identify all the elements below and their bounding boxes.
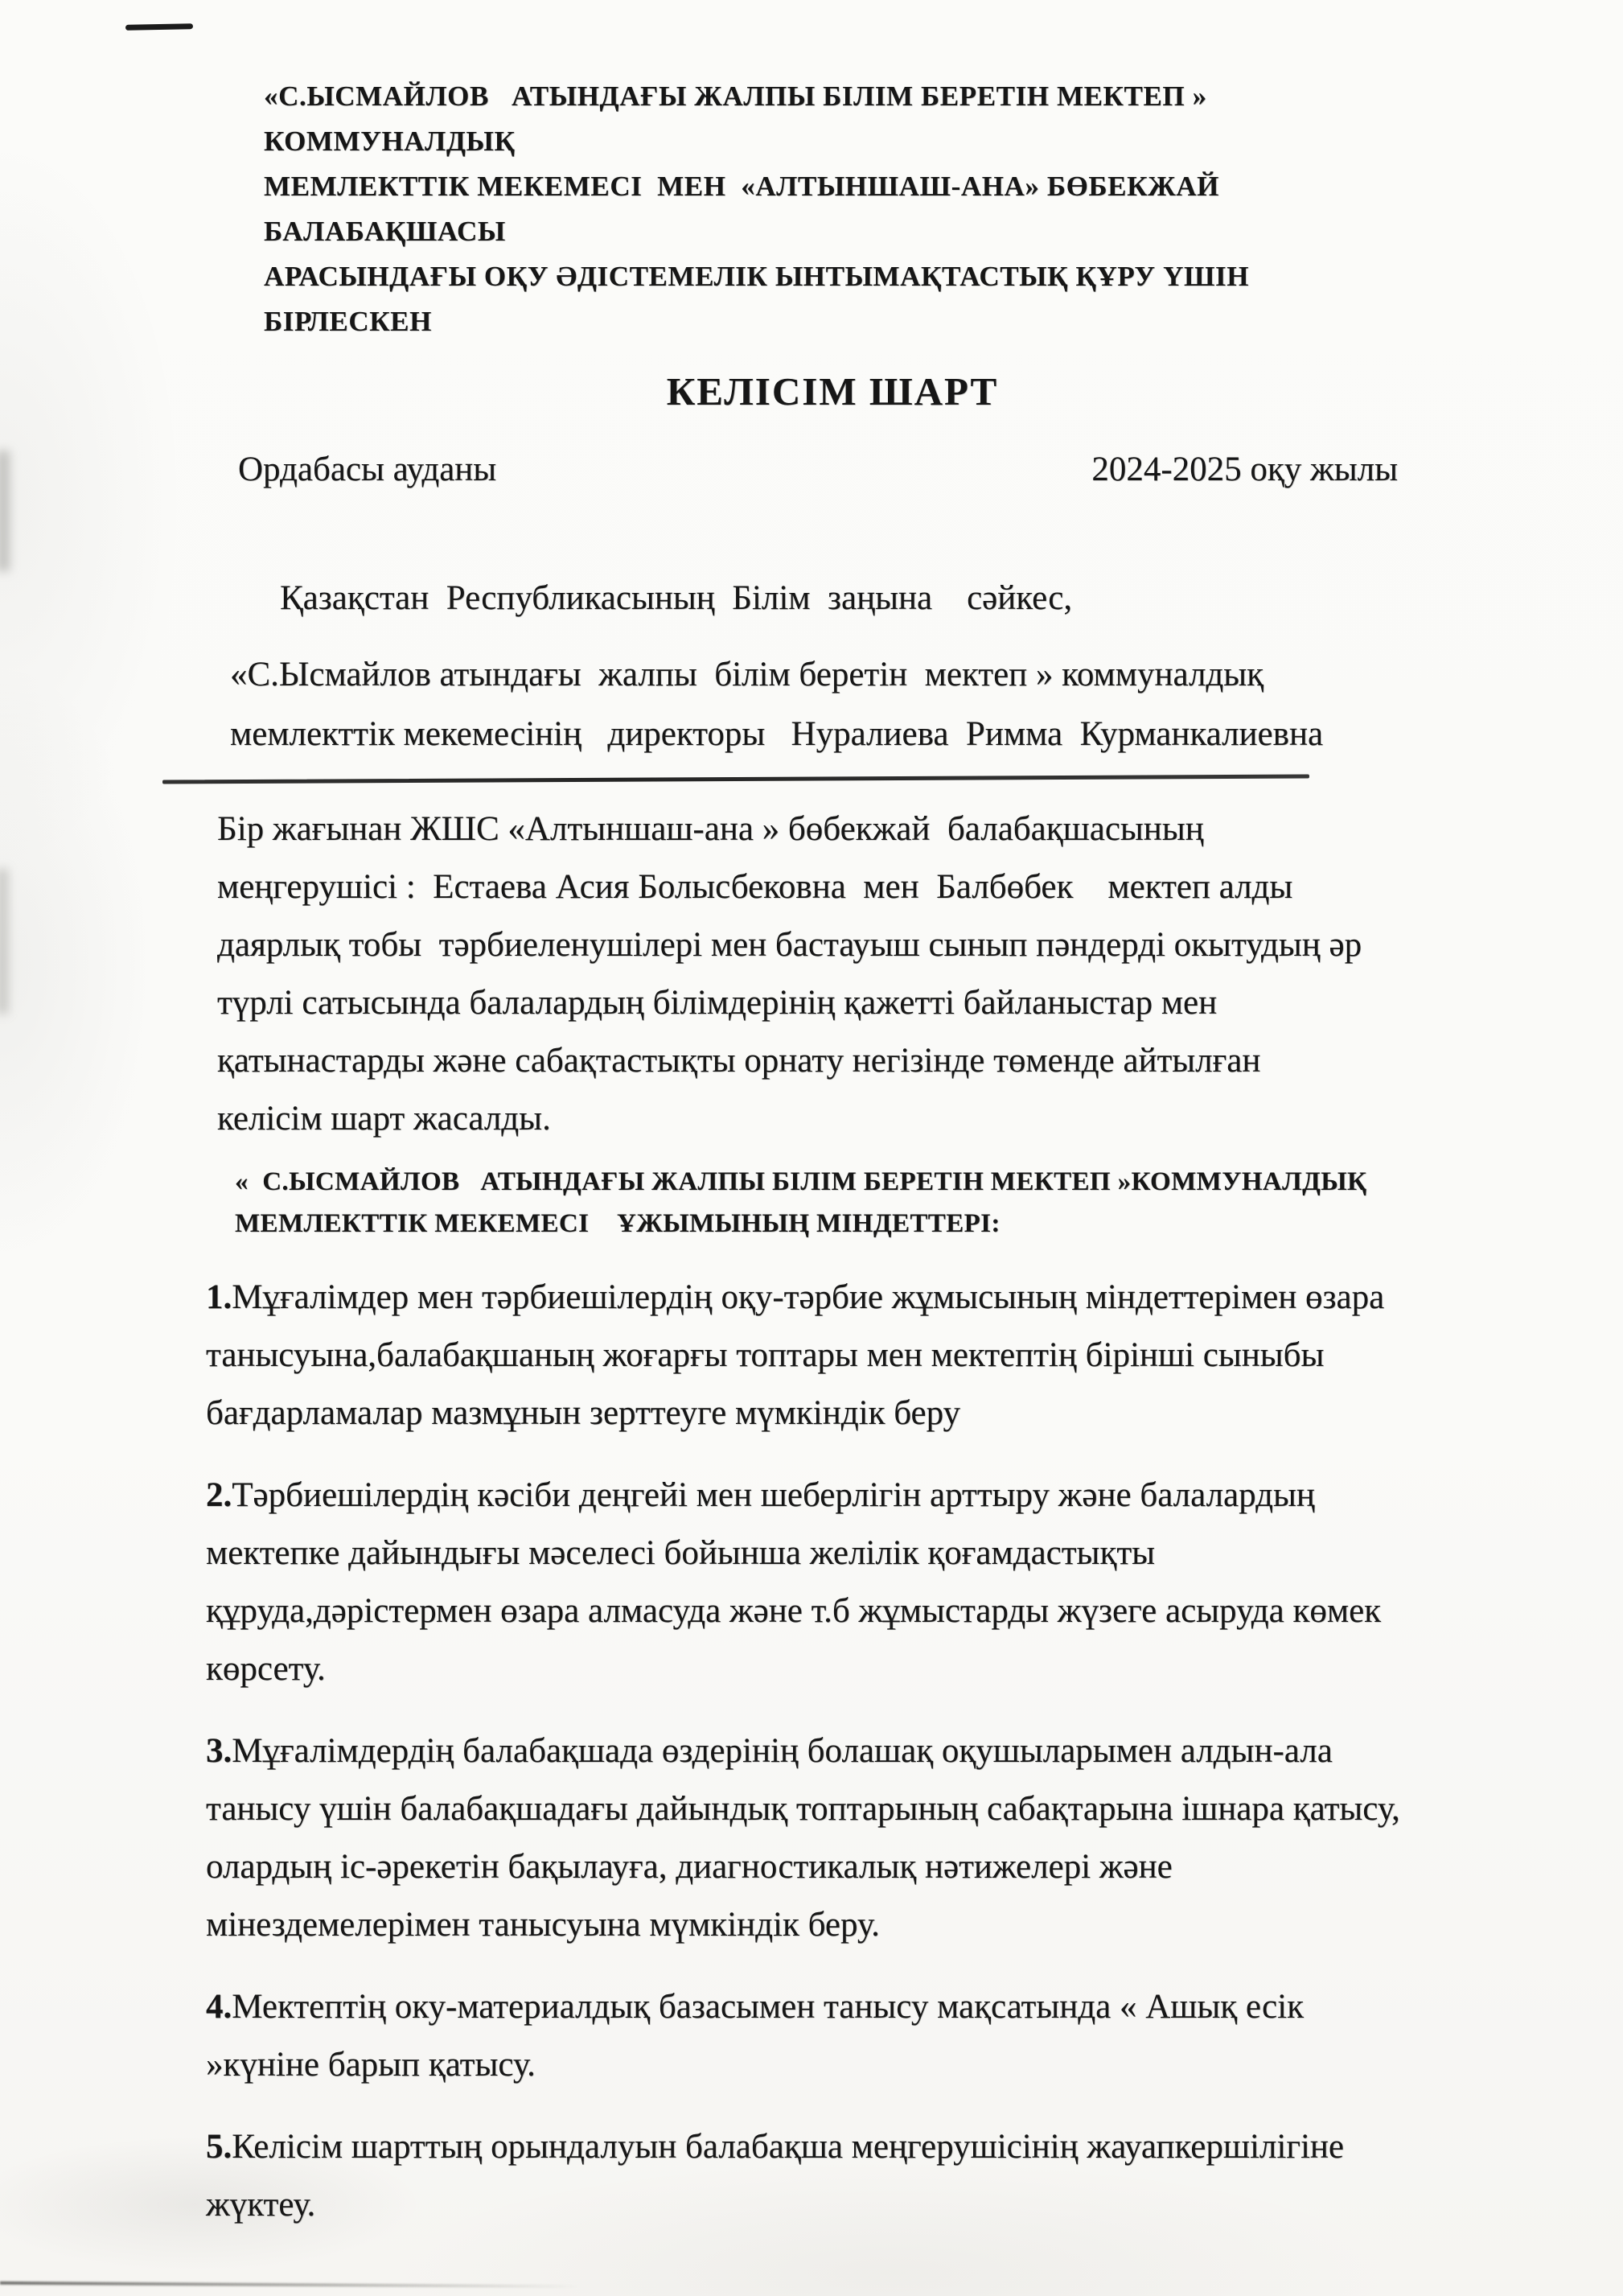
item-text: Мұғалімдер мен тәрбиешілердің оқу-тәрбие жұмысының міндеттерімен өзара танысуына,балабақшаның жоғарғы топтары мен мектептің бірінші сыныбы бағдарламалар мазмұнын зерттеуге мүмкіндік беру (206, 1278, 1385, 1432)
preamble-line-1: Бір жағынан ЖШС «Алтыншаш-ана » бөбекжай балабақшасының (217, 810, 1204, 848)
school-year-label: 2024-2025 оқу жылы (1091, 451, 1398, 488)
item-number: 1. (206, 1278, 232, 1316)
bottom-edge-artifact (0, 2282, 579, 2288)
agreement-item-2 (206, 1467, 1406, 1698)
item-number: 3. (206, 1732, 232, 1770)
section-heading (235, 1161, 1406, 1245)
meta-row (238, 447, 1398, 492)
agreement-item-4 (206, 1978, 1406, 2094)
item-text: Мұғалімдердің балабақшада өздерінің болашақ оқушыларымен алдын-ала танысу үшін балабақшадағы дайындық топтарының сабақтарына ішнара қатысу, олардың іс-әрекетін бақылауға, диагностикалық нәтижелері және мінездемелерімен танысуына мүмкіндік беру. (206, 1732, 1400, 1944)
preamble-line-5: қатынастарды және сабақтастықты орнату негізінде төменде айтылған (217, 1042, 1261, 1080)
item-number: 5. (206, 2128, 232, 2166)
preamble-block (217, 800, 1406, 1148)
divider-line (162, 775, 1309, 784)
preamble-line-3: даярлық тобы тәрбиеленушілері мен бастауыш сынып пәндерді окытудың әр (217, 926, 1362, 964)
agreement-item-5 (206, 2118, 1406, 2234)
header-line-2: МЕМЛЕКТТІК МЕКЕМЕСІ МЕН «АЛТЫНШАШ-АНА» БӨБЕКЖАЙ БАЛАБАҚШАСЫ (264, 171, 1227, 247)
intro-line-2: «С.Ысмайлов атындағы жалпы білім беретін мектеп » коммуналдық (230, 656, 1264, 693)
item-text: Келісім шарттың орындалуын балабақша меңгерушісінің жауапкершілігіне жүктеу. (206, 2128, 1345, 2224)
item-number: 2. (206, 1476, 232, 1514)
district-label: Ордабасы ауданы (238, 451, 497, 488)
agreement-item-3 (206, 1722, 1406, 1954)
header-line-1: «С.ЫСМАЙЛОВ АТЫНДАҒЫ ЖАЛПЫ БІЛІМ БЕРЕТІН МЕКТЕП » КОММУНАЛДЫҚ (264, 80, 1215, 157)
section-heading-line-2: МЕМЛЕКТТІК МЕКЕМЕСІ ҰЖЫМЫНЫҢ МІНДЕТТЕРІ: (235, 1209, 1001, 1238)
item-text: Тәрбиешілердің кәсіби деңгейі мен шеберлігін арттыру және балалардың мектепке дайындығы мәселесі бойынша желілік қоғамдастықты құруда,дәрістермен өзара алмасуда және т.б жұмыстарды жүзеге асыруда көмек көрсету. (206, 1476, 1382, 1688)
item-text: Мектептің оку-материалдық базасымен танысу мақсатында « Ашық есік »күніне барып қатысу. (206, 1988, 1304, 2084)
preamble-line-2: меңгерушісі : Естаева Асия Болысбековна мен Балбөбек мектеп алды (217, 868, 1293, 906)
preamble-line-6: келісім шарт жасалды. (217, 1100, 551, 1138)
preamble-line-4: түрлі сатысында балалардың білімдерінің қажетті байланыстар мен (217, 984, 1218, 1022)
contract-title: КЕЛІСІМ ШАРТ (666, 369, 999, 414)
intro-line-3: мемлекттік мекемесінің директоры Нуралиева Римма Курманкалиевна (230, 715, 1324, 753)
agreement-item-1 (206, 1269, 1406, 1442)
header-line-3: АРАСЫНДАҒЫ ОҚУ ӘДІСТЕМЕЛІК ЫНТЫМАҚТАСТЫҚ ҚҰРУ ҮШІН БІРЛЕСКЕН (264, 261, 1257, 337)
section-heading-line-1: « С.ЫСМАЙЛОВ АТЫНДАҒЫ ЖАЛПЫ БІЛІМ БЕРЕТІН МЕКТЕП »КОММУНАЛДЫҚ (235, 1167, 1367, 1196)
document-header (264, 74, 1406, 344)
intro-block (230, 645, 1406, 764)
intro-line-1: Қазақстан Республикасының Білім заңына сәйкес, (280, 579, 1073, 617)
item-number: 4. (206, 1988, 232, 2026)
